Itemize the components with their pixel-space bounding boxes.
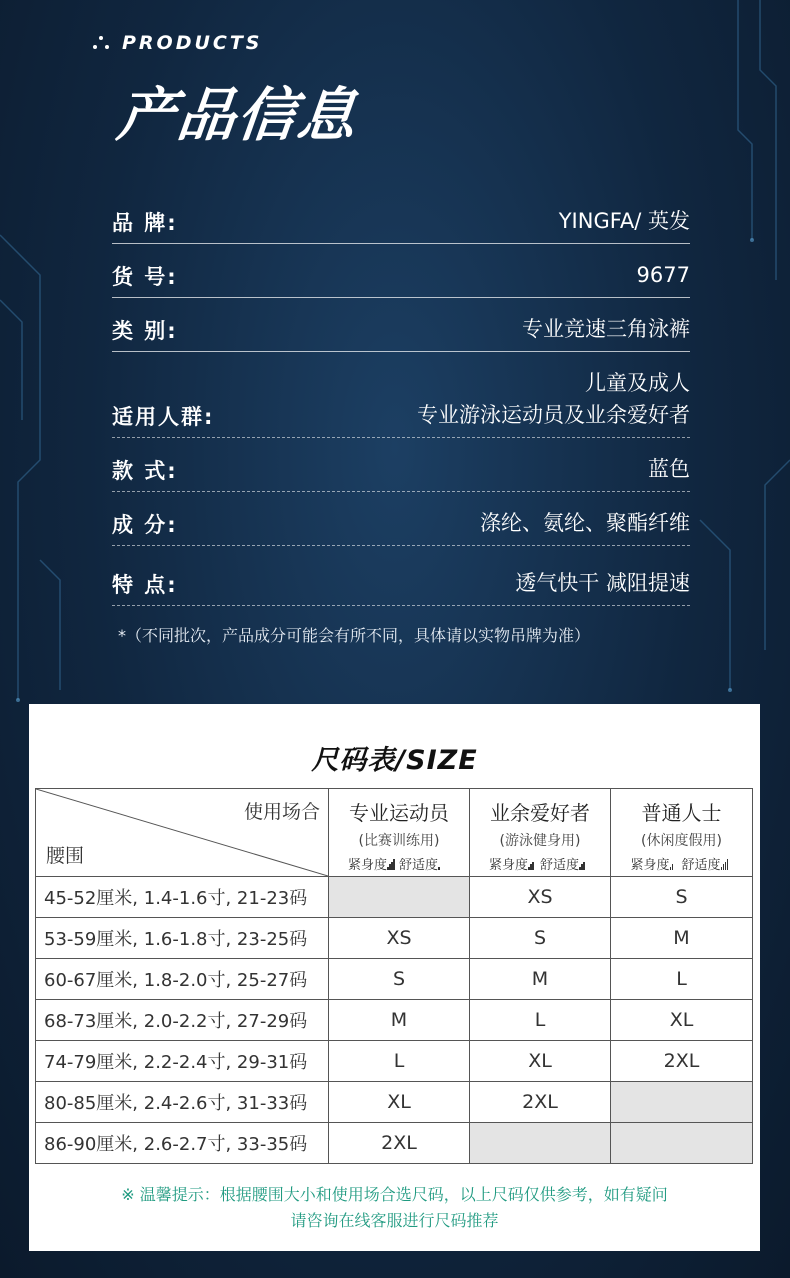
corner-waist-label: 腰围 — [46, 845, 85, 867]
info-label: 成 分: — [112, 513, 178, 537]
waist-cell: 45-52厘米, 1.4-1.6寸, 21-23码 — [36, 877, 329, 918]
info-label: 特 点: — [112, 573, 178, 597]
size-cell: L — [470, 1000, 611, 1041]
table-row — [36, 918, 753, 959]
column-subtitle: (游泳健身用) — [499, 832, 581, 849]
size-chart-card — [29, 704, 760, 1251]
column-header — [470, 789, 611, 877]
column-name: 专业运动员 — [349, 800, 449, 825]
column-header — [329, 789, 470, 877]
waist-cell: 86-90厘米, 2.6-2.7寸, 33-35码 — [36, 1123, 329, 1164]
info-label: 款 式: — [112, 459, 178, 483]
info-value — [637, 259, 690, 291]
comfort-label: 舒适度 — [399, 857, 439, 873]
comfort-label: 舒适度 — [540, 857, 580, 873]
corner-usage-label: 使用场合 — [243, 801, 320, 823]
tip-line-2: 请咨询在线客服进行尺码推荐 — [290, 1211, 499, 1230]
column-ratings — [470, 854, 610, 873]
info-value-line: 专业竞速三角泳裤 — [522, 317, 690, 341]
info-value-line: 涤纶、氨纶、聚酯纤维 — [480, 511, 690, 535]
size-cell — [470, 1123, 611, 1164]
kicker-text: PRODUCTS — [122, 32, 263, 54]
size-cell: M — [611, 918, 753, 959]
size-cell: 2XL — [470, 1082, 611, 1123]
waist-cell: 53-59厘米, 1.6-1.8寸, 23-25码 — [36, 918, 329, 959]
size-table — [35, 788, 753, 1164]
info-row — [112, 456, 690, 492]
size-cell: 2XL — [329, 1123, 470, 1164]
info-value-line: 9677 — [636, 263, 690, 287]
column-name: 普通人士 — [641, 800, 722, 825]
header-kicker — [92, 32, 263, 54]
info-row — [112, 316, 690, 352]
table-row — [36, 1082, 753, 1123]
size-cell: L — [611, 959, 753, 1000]
waist-cell: 68-73厘米, 2.0-2.2寸, 27-29码 — [36, 1000, 329, 1041]
info-value — [417, 367, 690, 431]
info-value-line: 儿童及成人 — [585, 371, 690, 395]
tightness-signal-icon — [670, 859, 678, 870]
info-value — [522, 313, 690, 345]
info-label: 品 牌: — [112, 211, 178, 235]
size-cell: S — [329, 959, 470, 1000]
info-value-line: YINGFA/ 英发 — [558, 209, 690, 233]
info-row — [112, 208, 690, 244]
info-value-line: 专业游泳运动员及业余爱好者 — [417, 403, 690, 427]
waist-cell: 80-85厘米, 2.4-2.6寸, 31-33码 — [36, 1082, 329, 1123]
tightness-signal-icon — [387, 859, 395, 870]
size-cell: M — [329, 1000, 470, 1041]
column-ratings — [329, 854, 469, 873]
info-row — [112, 510, 690, 546]
size-cell: S — [611, 877, 753, 918]
info-label: 货 号: — [112, 265, 178, 289]
size-cell: XL — [329, 1082, 470, 1123]
batch-note: *（不同批次，产品成分可能会有所不同，具体请以实物吊牌为准） — [118, 626, 591, 645]
info-row — [112, 566, 690, 606]
comfort-signal-icon — [721, 859, 729, 870]
size-cell: 2XL — [611, 1041, 753, 1082]
table-row — [36, 1123, 753, 1164]
comfort-signal-icon — [579, 859, 587, 870]
tip-line-1: ※ 温馨提示：根据腰围大小和使用场合选尺码，以上尺码仅供参考，如有疑问 — [121, 1185, 668, 1204]
size-cell: XL — [611, 1000, 753, 1041]
dots-icon — [92, 35, 112, 51]
info-value-line: 透气快干 减阻提速 — [515, 571, 690, 595]
info-label: 类 别: — [112, 319, 178, 343]
waist-cell: 74-79厘米, 2.2-2.4寸, 29-31码 — [36, 1041, 329, 1082]
column-name: 业余爱好者 — [490, 800, 590, 825]
table-row — [36, 877, 753, 918]
info-row — [112, 372, 690, 438]
comfort-label: 舒适度 — [681, 857, 721, 873]
table-row — [36, 1000, 753, 1041]
size-cell: XS — [329, 918, 470, 959]
comfort-signal-icon — [438, 859, 446, 870]
tightness-label: 紧身度 — [630, 857, 670, 873]
page-title: 产品信息 — [113, 81, 362, 149]
size-cell: M — [470, 959, 611, 1000]
size-cell: L — [329, 1041, 470, 1082]
size-cell: S — [470, 918, 611, 959]
table-row — [36, 1041, 753, 1082]
waist-cell: 60-67厘米, 1.8-2.0寸, 25-27码 — [36, 959, 329, 1000]
info-value — [648, 453, 690, 485]
size-cell — [329, 877, 470, 918]
size-cell: XS — [470, 877, 611, 918]
size-cell: XL — [470, 1041, 611, 1082]
column-subtitle: (休闲度假用) — [641, 832, 722, 849]
tightness-signal-icon — [528, 859, 536, 870]
info-value — [515, 567, 690, 599]
size-chart-title: 尺码表/SIZE — [311, 745, 478, 776]
info-value — [480, 507, 690, 539]
info-value — [559, 205, 690, 237]
info-value-line: 蓝色 — [648, 457, 690, 481]
column-header — [611, 789, 753, 877]
table-row — [36, 959, 753, 1000]
tightness-label: 紧身度 — [488, 857, 528, 873]
info-row — [112, 262, 690, 298]
size-cell — [611, 1082, 753, 1123]
tightness-label: 紧身度 — [347, 857, 387, 873]
table-corner-cell — [36, 789, 329, 877]
column-subtitle: (比赛训练用) — [358, 832, 440, 849]
column-ratings — [611, 854, 752, 873]
info-label: 适用人群: — [112, 405, 215, 429]
size-cell — [611, 1123, 753, 1164]
